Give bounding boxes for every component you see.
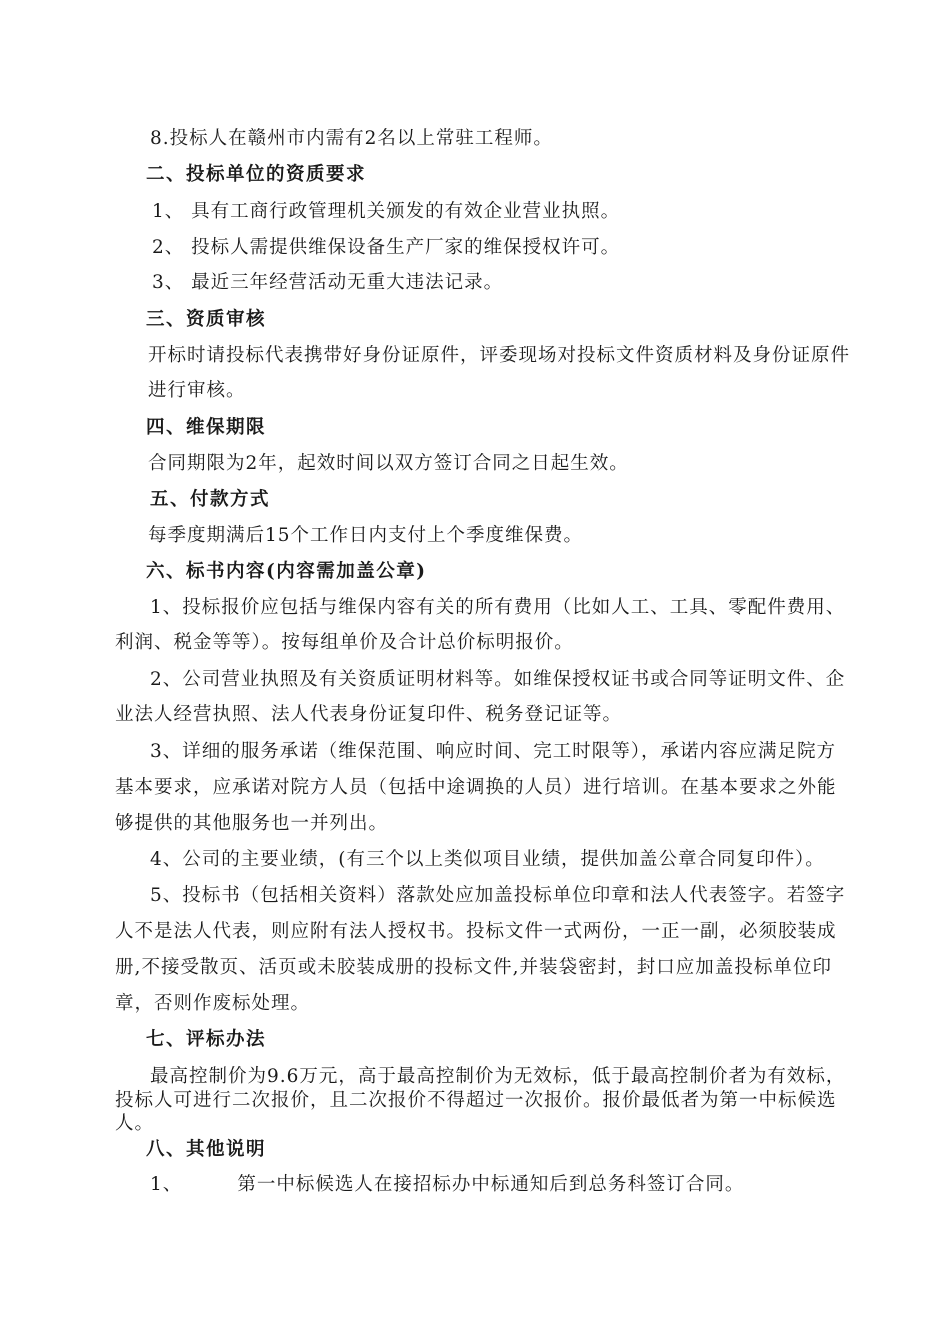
bid-content-item-3-line-3: 够提供的其他服务也一并列出。 <box>115 813 389 834</box>
bid-content-item-1-line-1: 1、投标报价应包括与维保内容有关的所有费用（比如人工、工具、零配件费用、 <box>150 597 846 618</box>
section-heading-5: 五、付款方式 <box>150 489 271 510</box>
bid-content-item-2-line-1: 2、公司营业执照及有关资质证明材料等。如维保授权证书或合同等证明文件、企 <box>150 669 846 690</box>
section-heading-7: 七、评标办法 <box>146 1029 267 1050</box>
bid-content-item-3-line-1: 3、详细的服务承诺（维保范围、响应时间、完工时限等），承诺内容应满足院方 <box>150 741 837 762</box>
bid-content-item-5-line-2: 人不是法人代表，则应附有法人授权书。投标文件一式两份，一正一副，必须胶装成 <box>115 921 837 942</box>
bid-content-item-3-line-2: 基本要求，应承诺对院方人员（包括中途调换的人员）进行培训。在基本要求之外能 <box>115 777 837 798</box>
review-paragraph-line-1: 开标时请投标代表携带好身份证原件，评委现场对投标文件资质材料及身份证原件 <box>148 345 851 366</box>
requirement-item-8: 8.投标人在赣州市内需有2名以上常驻工程师。 <box>150 128 553 149</box>
bid-content-item-5-line-1: 5、投标书（包括相关资料）落款处应加盖投标单位印章和法人代表签字。若签字 <box>150 885 846 906</box>
section-heading-3: 三、资质审核 <box>146 309 267 330</box>
bid-content-item-5-line-3: 册,不接受散页、活页或未胶装成册的投标文件,并装袋密封，封口应加盖投标单位印 <box>115 957 832 978</box>
payment-terms-text: 每季度期满后15个工作日内支付上个季度维保费。 <box>148 525 584 546</box>
other-notes-item-1: 1、 第一中标候选人在接招标办中标通知后到总务科签订合同。 <box>150 1174 745 1195</box>
bid-content-item-5-line-4: 章，否则作废标处理。 <box>115 993 311 1014</box>
section-heading-4: 四、维保期限 <box>146 417 267 438</box>
bid-content-item-1-line-2: 利润、税金等等）。按每组单价及合计总价标明报价。 <box>115 632 574 653</box>
qualification-item-1: 1、 具有工商行政管理机关颁发的有效企业营业执照。 <box>152 201 621 222</box>
section-heading-2: 二、投标单位的资质要求 <box>146 164 367 185</box>
qualification-item-2: 2、 投标人需提供维保设备生产厂家的维保授权许可。 <box>152 237 621 258</box>
evaluation-paragraph-line-3: 人。 <box>115 1113 155 1134</box>
bid-content-item-2-line-2: 业法人经营执照、法人代表身份证复印件、税务登记证等。 <box>115 704 623 725</box>
section-heading-8: 八、其他说明 <box>146 1139 267 1160</box>
qualification-item-3: 3、 最近三年经营活动无重大违法记录。 <box>152 272 504 293</box>
section-heading-6: 六、标书内容(内容需加盖公章) <box>146 561 427 582</box>
maintenance-period-text: 合同期限为2年，起效时间以双方签订合同之日起生效。 <box>148 453 629 474</box>
evaluation-paragraph-line-1: 最高控制价为9.6万元，高于最高控制价为无效标，低于最高控制价者为有效标， <box>150 1066 846 1087</box>
evaluation-paragraph-line-2: 投标人可进行二次报价，且二次报价不得超过一次报价。报价最低者为第一中标候选 <box>115 1090 837 1111</box>
review-paragraph-line-2: 进行审核。 <box>148 380 246 401</box>
bid-content-item-4: 4、公司的主要业绩，(有三个以上类似项目业绩，提供加盖公章合同复印件）。 <box>150 849 825 870</box>
